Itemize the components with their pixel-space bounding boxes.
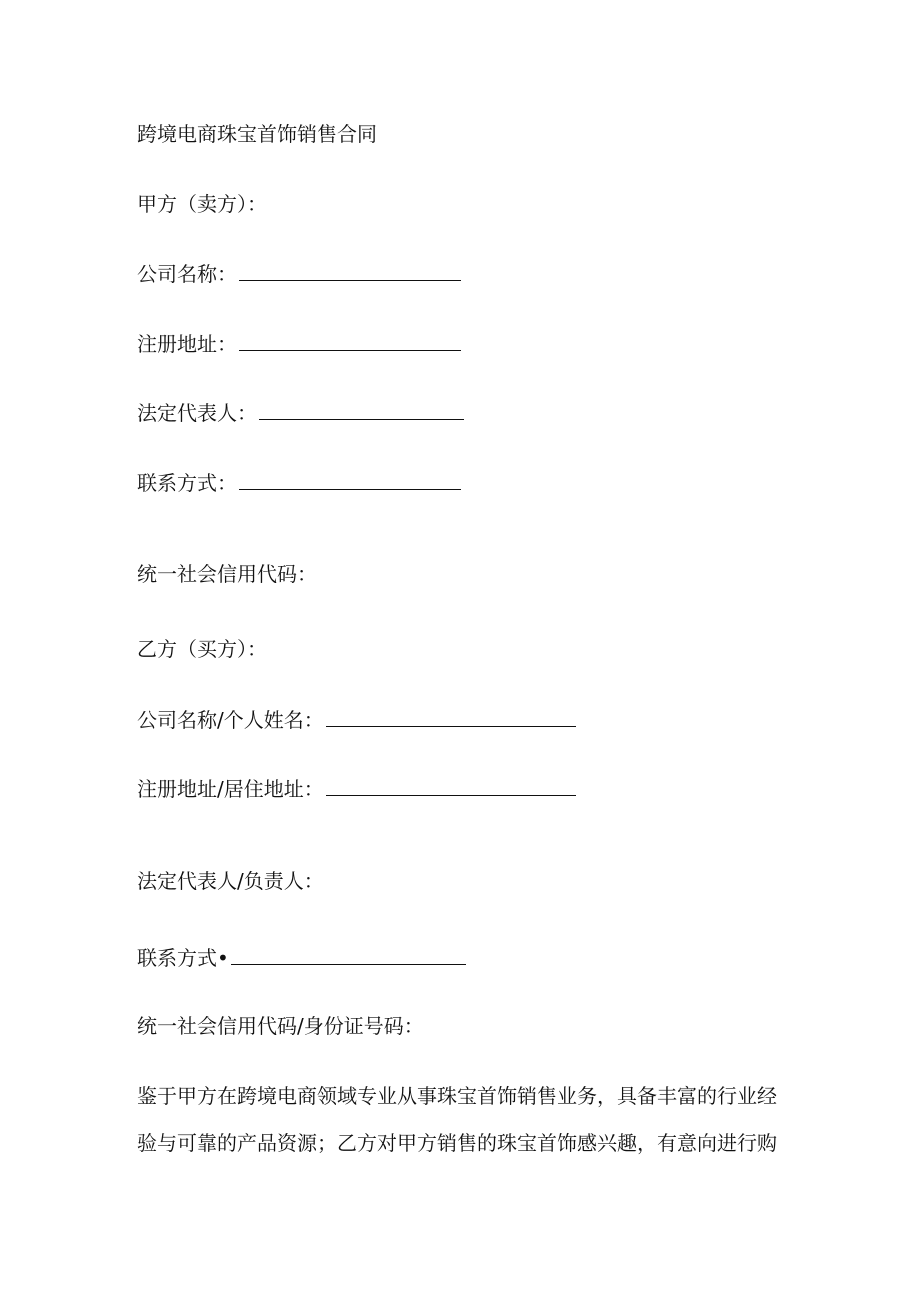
party-b-name-blank bbox=[326, 706, 576, 727]
party-b-contact-row bbox=[137, 944, 466, 971]
party-a-registered-address-blank bbox=[239, 330, 461, 351]
party-b-contact-label: 联系方式• bbox=[137, 946, 229, 970]
party-b-heading: 乙方（买方）： bbox=[137, 637, 267, 661]
party-b-name-label: 公司名称/个人姓名： bbox=[137, 708, 324, 732]
party-b-address-label: 注册地址/居住地址： bbox=[137, 777, 324, 801]
party-a-contact-label: 联系方式： bbox=[137, 471, 237, 495]
party-a-legal-rep-row bbox=[137, 399, 464, 426]
party-a-registered-address-label: 注册地址： bbox=[137, 332, 237, 356]
document-title: 跨境电商珠宝首饰销售合同 bbox=[137, 122, 377, 146]
party-a-registered-address-row bbox=[137, 330, 461, 357]
party-a-contact-row bbox=[137, 469, 461, 496]
preamble-line-1: 鉴于甲方在跨境电商领域专业从事珠宝首饰销售业务，具备丰富的行业经 bbox=[137, 1084, 777, 1108]
party-a-legal-rep-label: 法定代表人： bbox=[137, 401, 257, 425]
party-a-heading: 甲方（卖方）： bbox=[137, 192, 267, 216]
party-b-id-label: 统一社会信用代码/身份证号码： bbox=[137, 1014, 424, 1038]
party-a-contact-blank bbox=[239, 469, 461, 490]
party-b-contact-blank bbox=[231, 944, 466, 965]
party-b-address-row bbox=[137, 775, 576, 802]
party-a-legal-rep-blank bbox=[259, 399, 464, 420]
preamble-line-2: 验与可靠的产品资源；乙方对甲方销售的珠宝首饰感兴趣，有意向进行购 bbox=[137, 1131, 777, 1155]
party-a-company-name-row bbox=[137, 260, 461, 287]
party-b-legal-rep-label: 法定代表人/负责人： bbox=[137, 869, 324, 893]
party-b-name-row bbox=[137, 706, 576, 733]
party-a-company-name-blank bbox=[239, 260, 461, 281]
party-b-address-blank bbox=[326, 775, 576, 796]
party-a-credit-code-label: 统一社会信用代码： bbox=[137, 562, 317, 586]
party-a-company-name-label: 公司名称： bbox=[137, 262, 237, 286]
